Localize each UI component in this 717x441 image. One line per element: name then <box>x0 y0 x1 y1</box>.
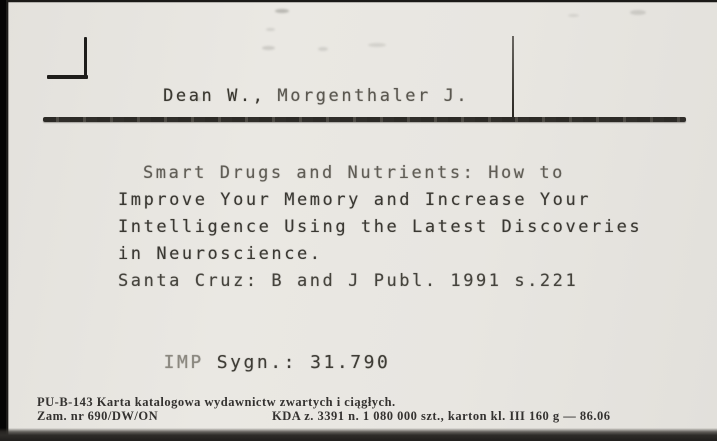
signature-prefix: IMP <box>163 352 204 373</box>
author-primary: Dean W., <box>163 86 266 106</box>
scan-smudge <box>275 9 289 13</box>
imprint-order-number: Zam. nr 690/DW/ON <box>37 409 159 423</box>
scan-smudge <box>196 97 201 101</box>
signature-line <box>110 331 390 394</box>
scan-edge-top <box>0 0 717 3</box>
scan-smudge <box>630 10 646 15</box>
corner-mark-horizontal <box>47 75 88 79</box>
footer-imprint <box>37 396 697 423</box>
scan-smudge <box>262 46 275 50</box>
scan-edge-bottom <box>0 428 717 441</box>
imprint-order-line <box>37 410 697 423</box>
scan-smudge <box>368 43 386 47</box>
title-line: Smart Drugs and Nutrients: How to <box>143 163 565 183</box>
scan-smudge <box>318 47 328 51</box>
scan-smudge <box>266 28 275 31</box>
title-block <box>118 160 642 295</box>
signature-value: 31.790 <box>310 352 391 373</box>
title-line: in Neuroscience. <box>118 244 323 264</box>
publication-line: Santa Cruz: B and J Publ. 1991 s.221 <box>118 271 579 291</box>
scan-smudge <box>568 14 579 17</box>
imprint-print-run: KDA z. 3391 n. 1 080 000 szt., karton kl. III 160 g — 86.06 <box>272 409 611 423</box>
horizontal-rule <box>43 117 686 122</box>
imprint-form-line: PU-B-143 Karta katalogowa wydawnictw zwartych i ciągłych. <box>37 395 396 409</box>
vertical-divider <box>512 36 514 120</box>
title-line: Intelligence Using the Latest Discoveries <box>118 217 643 237</box>
author-secondary: Morgenthaler J. <box>277 86 470 106</box>
corner-mark-vertical <box>84 37 87 78</box>
signature-label: Sygn.: <box>216 352 298 373</box>
title-line: Improve Your Memory and Increase Your <box>118 190 592 210</box>
scan-edge-left <box>0 0 9 441</box>
